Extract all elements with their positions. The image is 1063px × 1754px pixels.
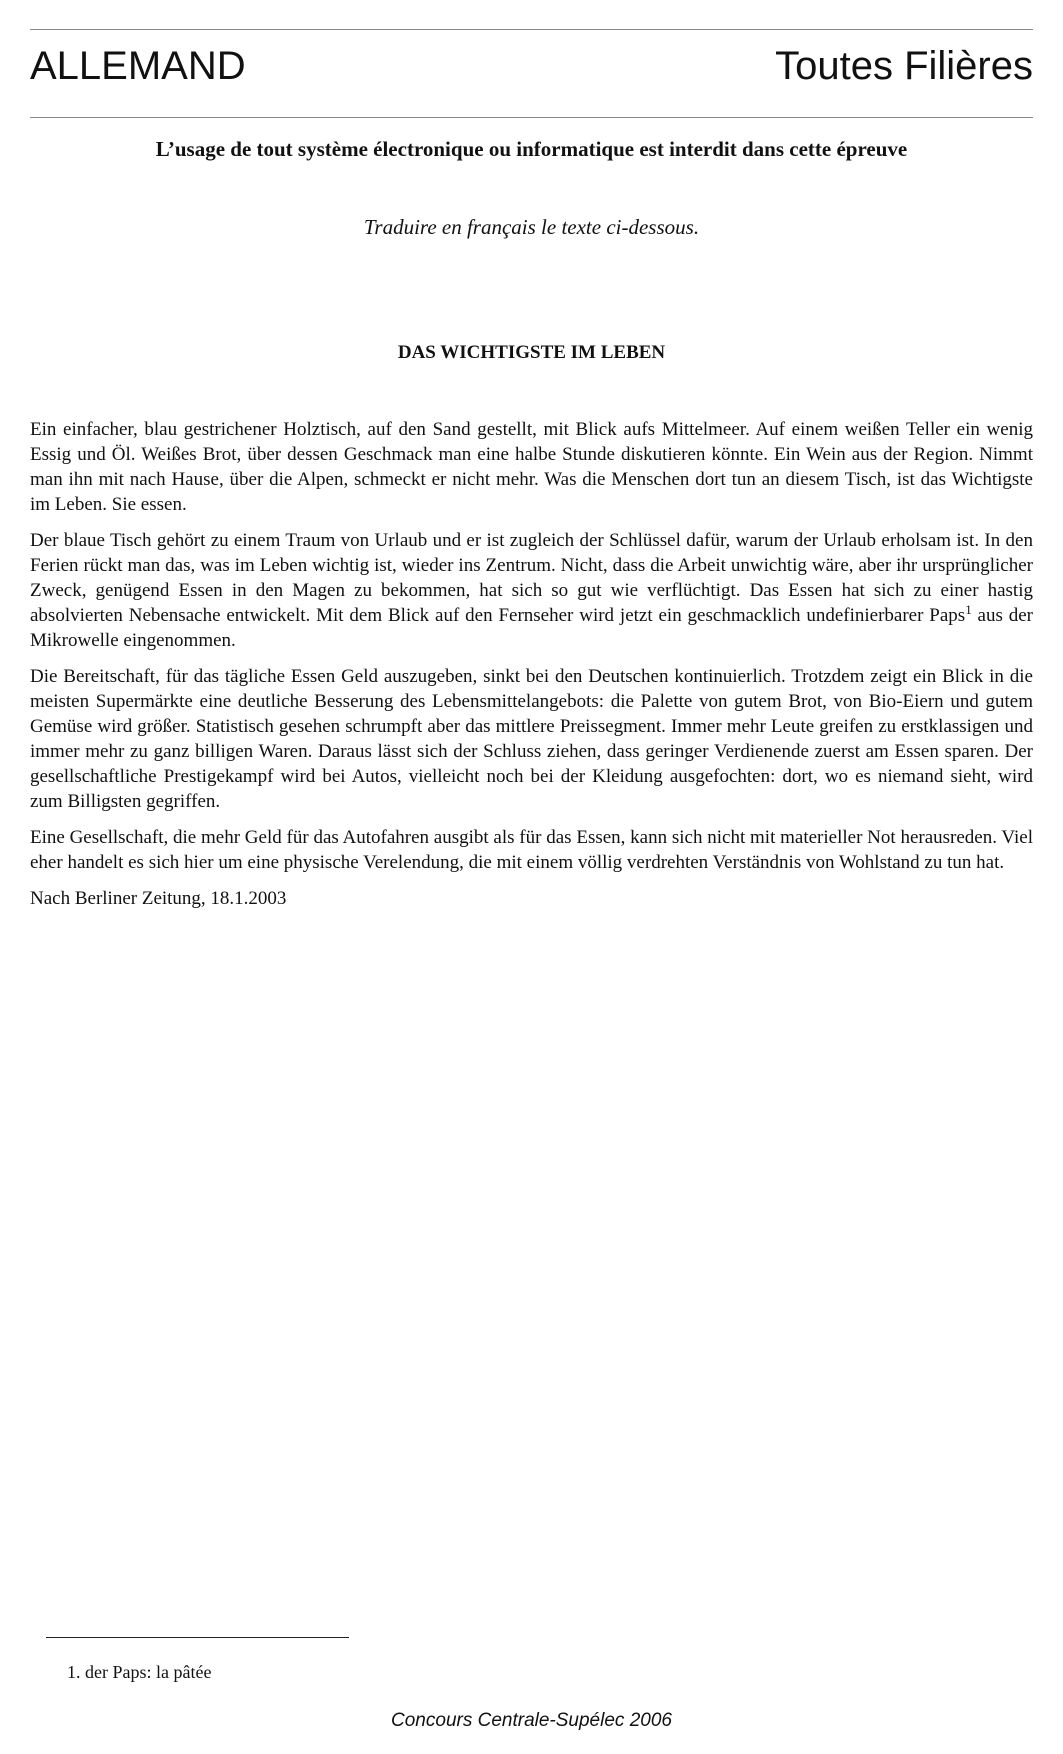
article-paragraph-1: Ein einfacher, blau gestrichener Holztisch, auf den Sand gestellt, mit Blick aufs Mittelmeer. Auf einem weißen Teller ein wenig Essig und Öl. Weißes Brot, über dessen Geschmack man eine halbe Stunde diskutieren könnte. Ein Wein aus der Region. Nimmt man ihn mit nach Hause, über die Alpen, schmeckt er nicht mehr. Was die Menschen dort tun an diesem Tisch, ist das Wichtigste im Leben. Sie essen.: [30, 419, 1033, 515]
page-footer: Concours Centrale-Supélec 2006: [391, 1710, 672, 1731]
top-divider: [30, 29, 1033, 30]
stream-label: Toutes Filières: [775, 44, 1033, 88]
article-paragraph-2: [30, 528, 1033, 653]
article-source: Nach Berliner Zeitung, 18.1.2003: [30, 888, 287, 909]
footnote-divider: [46, 1637, 349, 1638]
article-title: DAS WICHTIGSTE IM LEBEN: [397, 342, 666, 363]
article-paragraph-4: Eine Gesellschaft, die mehr Geld für das Autofahren ausgibt als für das Essen, kann sich nicht mit materieller Not herausreden. Viel eher handelt es sich hier um eine physische Verelendung, die mit einem völlig verdrehten Verständnis von Wohlstand zu tun hat.: [30, 827, 1033, 873]
header-divider: [30, 117, 1033, 118]
article-paragraph-3: Die Bereitschaft, für das tägliche Essen Geld auszugeben, sinkt bei den Deutschen kontinuierlich. Trotzdem zeigt ein Blick in die meisten Supermärkte eine deutliche Besserung des Lebensmittelangebots: die Palette von gutem Brot, von Bio-Eiern und gutem Gemüse wird größer. Statistisch gesehen schrumpft aber das mittlere Preissegment. Immer mehr Leute greifen zu erstklassigen und immer mehr zu ganz billigen Waren. Daraus lässt sich der Schluss ziehen, dass geringer Verdienende zuerst am Essen sparen. Der gesellschaftliche Prestigekampf wird bei Autos, vielleicht noch bei der Kleidung ausgefochten: dort, wo es niemand sieht, wird zum Billigsten gegriffen.: [30, 666, 1033, 812]
page-header: [30, 40, 1033, 92]
article-paragraph-2-end: aus der Mikrowelle eingenommen.: [30, 605, 1034, 651]
footnote-text: 1. der Paps: la pâtée: [67, 1662, 212, 1682]
exam-notice: L’usage de tout système électronique ou informatique est interdit dans cette épreuve: [155, 137, 908, 161]
exam-instruction: Traduire en français le texte ci-dessous.: [363, 215, 700, 239]
footnote-marker: 1: [965, 602, 972, 617]
article-paragraph-2-text: Der blaue Tisch gehört zu einem Traum von Urlaub und er ist zugleich der Schlüssel dafür, warum der Urlaub erholsam ist. In den Ferien rückt man das, was im Leben wichtig ist, wieder ins Zentrum. Nicht, dass die Arbeit unwichtig wäre, aber ihr ursprünglicher Zweck, genügend Essen in den Magen zu bekommen, hat sich so gut wie verflüchtigt. Das Essen hat sich zu einer hastig absolvierten Nebensache entwickelt. Mit dem Blick auf den Fernseher wird jetzt ein geschmacklich undefinierbarer Paps: [30, 530, 1033, 626]
article-body: [30, 417, 1033, 922]
subject-label: ALLEMAND: [30, 44, 246, 88]
